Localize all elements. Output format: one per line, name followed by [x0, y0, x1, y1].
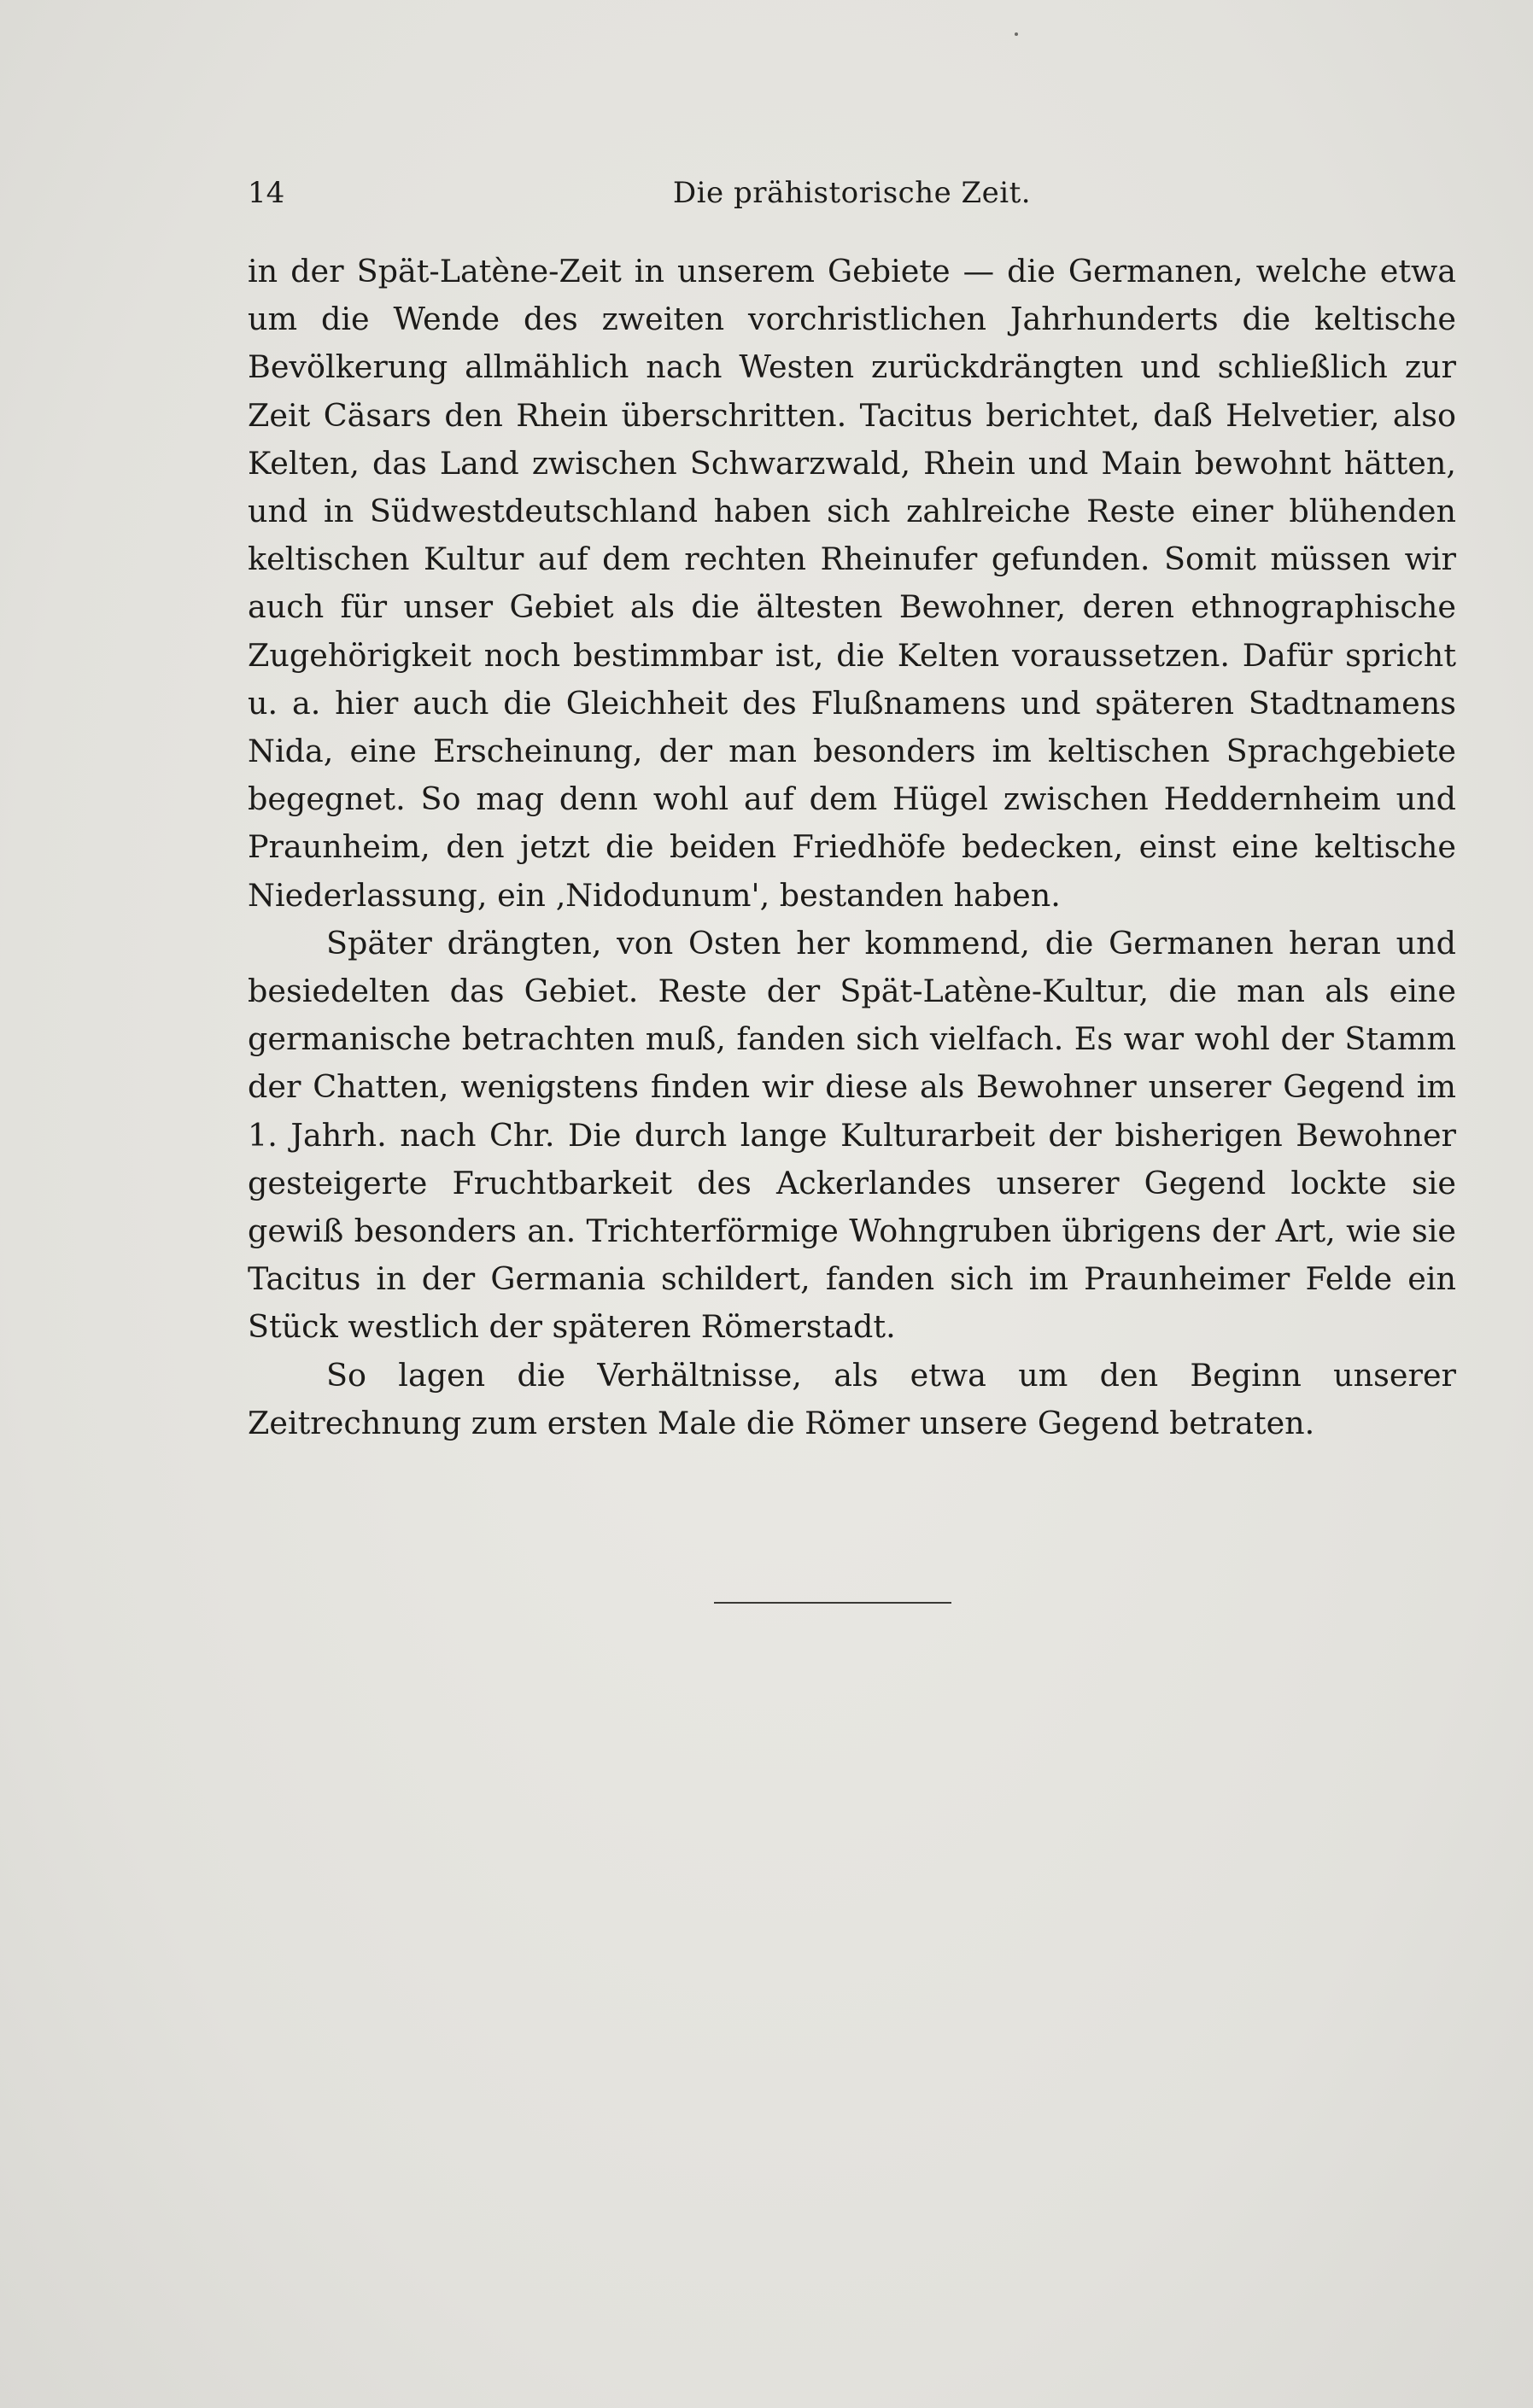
- paragraph-1: in der Spät-Latène-Zeit in unserem Gebiete — die Germanen, welche etwa um die Wende des zweiten vorchristlichen Jahrhunderts die keltische Bevölkerung allmählich nach Westen zurückdrängten und schließlich zur Zeit Cäsars den Rhein überschritten. Tacitus berichtet, daß Helvetier, also Kelten, das Land zwischen Schwarzwald, Rhein und Main bewohnt hätten, und in Südwestdeutschland haben sich zahlreiche Reste einer blühenden keltischen Kultur auf dem rechten Rheinufer gefunden. Somit müssen wir auch für unser Gebiet als die ältesten Bewohner, deren ethnographische Zugehörigkeit noch bestimmbar ist, die Kelten voraussetzen. Dafür spricht u. a. hier auch die Gleichheit des Flußnamens und späteren Stadtnamens Nida, eine Erscheinung, der man besonders im keltischen Sprachgebiete begegnet. So mag denn wohl auf dem Hügel zwischen Heddernheim und Praunheim, den jetzt die beiden Friedhöfe bedecken, einst eine keltische Niederlassung, ein ‚Nidodunum', bestanden haben.: [248, 253, 1456, 914]
- paper-speck: [1015, 32, 1018, 36]
- paragraph-3: So lagen die Verhältnisse, als etwa um den Beginn unserer Zeitrechnung zum ersten Male die Römer unsere Gegend betraten.: [248, 1356, 1456, 1441]
- page-number: 14: [248, 176, 285, 210]
- body-text: [248, 248, 1456, 1447]
- section-end-rule: [714, 1602, 951, 1604]
- page-header: [248, 167, 1456, 219]
- running-title: Die prähistorische Zeit.: [672, 176, 1032, 210]
- paragraph-2: Später drängten, von Osten her kommend, die Germanen heran und besiedelten das Gebiet. Reste der Spät-Latène-Kultur, die man als eine germanische betrachten muß, fanden sich vielfach. Es war wohl der Stamm der Chatten, wenigstens finden wir diese als Bewohner unserer Gegend im 1. Jahrh. nach Chr. Die durch lange Kulturarbeit der bisherigen Bewohner gesteigerte Fruchtbarkeit des Ackerlandes unserer Gegend lockte sie gewiß besonders an. Trichterförmige Wohngruben übrigens der Art, wie sie Tacitus in der Germania schildert, fanden sich im Praunheimer Felde ein Stück westlich der späteren Römerstadt.: [248, 924, 1456, 1346]
